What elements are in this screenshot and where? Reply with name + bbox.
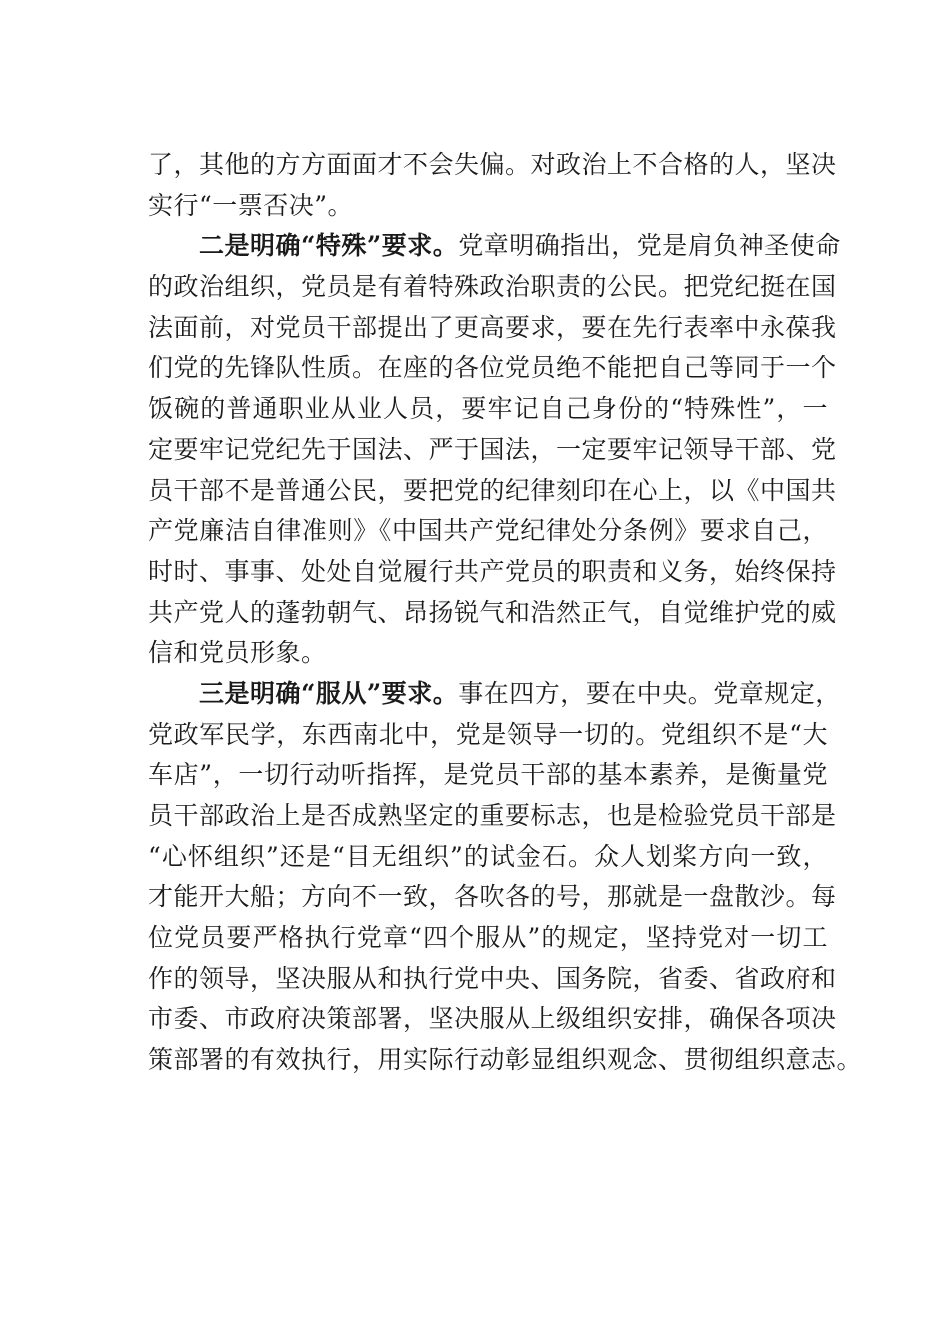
paragraph-2-line-11: 信和党员形象。 xyxy=(148,638,327,668)
paragraph-2-line-4: 们党的先锋队性质。在座的各位党员绝不能把自己等同于一个 xyxy=(148,353,837,383)
paragraph-3-line-3: 车店”，一切行动听指挥，是党员干部的基本素养，是衡量党 xyxy=(148,760,828,790)
paragraph-2-line-9: 时时、事事、处处自觉履行共产党员的职责和义务，始终保持 xyxy=(148,556,837,586)
paragraph-3-line-8: 作的领导，坚决服从和执行党中央、国务院，省委、省政府和 xyxy=(148,963,837,993)
paragraph-2-line-7: 员干部不是普通公民，要把党的纪律刻印在心上，以《中国共 xyxy=(148,475,837,505)
paragraph-3-line-6: 才能开大船；方向不一致，各吹各的号，那就是一盘散沙。每 xyxy=(148,882,837,912)
paragraph-3-lead: 三是明确“服从”要求。 xyxy=(148,678,459,708)
paragraph-3-line-9: 市委、市政府决策部署，坚决服从上级组织安排，确保各项决 xyxy=(148,1004,837,1034)
body-text xyxy=(148,145,863,1081)
paragraph-3-line-4: 员干部政治上是否成熟坚定的重要标志，也是检验党员干部是 xyxy=(148,801,837,830)
paragraph-3-line-1-rest: 事在四方，要在中央。党章规定， xyxy=(458,678,841,708)
paragraph-1-line-2: 实行“一票否决”。 xyxy=(148,190,354,220)
paragraph-3-line-5: “心怀组织”还是“目无组织”的试金石。众人划桨方向一致， xyxy=(148,841,828,871)
paragraph-2-line-6: 定要牢记党纪先于国法、严于国法，一定要牢记领导干部、党 xyxy=(148,434,837,464)
paragraph-3-line-7: 位党员要严格执行党章“四个服从”的规定，坚持党对一切工 xyxy=(148,923,828,953)
paragraph-3-line-2: 党政军民学，东西南北中，党是领导一切的。党组织不是“大 xyxy=(148,719,828,749)
paragraph-2-line-8: 产党廉洁自律准则》《中国共产党纪律处分条例》要求自己， xyxy=(148,516,828,546)
paragraph-1-line-1: 了，其他的方方面面才不会失偏。对政治上不合格的人，坚决 xyxy=(148,150,837,179)
paragraph-2-line-1-rest: 党章明确指出，党是肩负神圣使命 xyxy=(458,231,841,261)
paragraph-2-lead: 二是明确“特殊”要求。 xyxy=(148,231,459,261)
paragraph-2-line-3: 法面前，对党员干部提出了更高要求，要在先行表率中永葆我 xyxy=(148,312,837,342)
paragraph-2-line-5: 饭碗的普通职业从业人员，要牢记自己身份的“特殊性”，一 xyxy=(148,394,828,424)
paragraph-2-line-2: 的政治组织，党员是有着特殊政治职责的公民。把党纪挺在国 xyxy=(148,272,837,302)
paragraph-3-line-10: 策部署的有效执行，用实际行动彰显组织观念、贯彻组织意志。 xyxy=(148,1045,863,1075)
paragraph-2-line-1 xyxy=(148,226,841,267)
paragraph-2-line-10: 共产党人的蓬勃朝气、昂扬锐气和浩然正气，自觉维护党的威 xyxy=(148,597,837,627)
paragraph-3-line-1 xyxy=(148,674,841,715)
